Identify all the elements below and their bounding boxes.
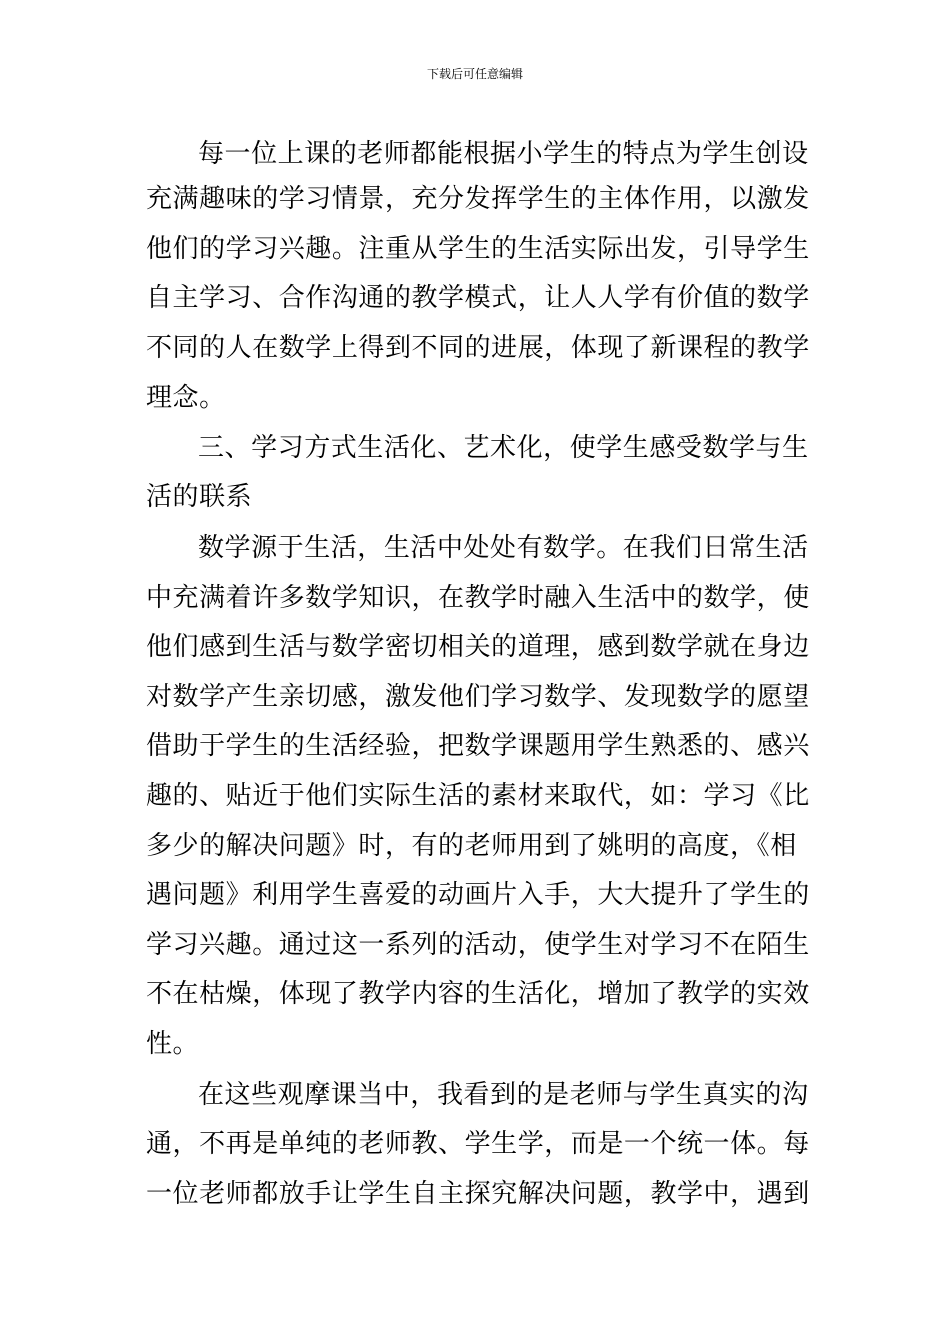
section-heading-line: 三、学习方式生活化、艺术化，使学生感受数学与生 — [198, 433, 809, 463]
section-heading-line: 活的联系 — [146, 482, 253, 512]
text-line: 中充满着许多数学知识，在教学时融入生活中的数学，使 — [146, 583, 810, 613]
text-line: 不在枯燥，体现了教学内容的生活化，增加了教学的实效 — [146, 979, 810, 1009]
text-line: 他们感到生活与数学密切相关的道理，感到数学就在身边 — [146, 632, 810, 662]
text-line: 通，不再是单纯的老师教、学生学，而是一个统一体。每 — [146, 1129, 810, 1159]
text-line: 趣的、贴近于他们实际生活的素材来取代，如：学习《比 — [146, 781, 810, 811]
text-line: 充满趣味的学习情景，充分发挥学生的主体作用，以激发 — [146, 184, 810, 214]
text-line: 多少的解决问题》时，有的老师用到了姚明的高度，《相 — [146, 831, 797, 861]
text-line: 对数学产生亲切感，激发他们学习数学、发现数学的愿望 — [146, 682, 810, 712]
text-line: 学习兴趣。通过这一系列的活动，使学生对学习不在陌生 — [146, 930, 810, 960]
text-line: 数学源于生活，生活中处处有数学。在我们日常生活 — [198, 533, 809, 563]
text-line: 他们的学习兴趣。注重从学生的生活实际出发，引导学生 — [146, 234, 810, 264]
text-line: 借助于学生的生活经验，把数学课题用学生熟悉的、感兴 — [146, 731, 810, 761]
text-line: 遇问题》利用学生喜爱的动画片入手，大大提升了学生的 — [146, 880, 810, 910]
text-line: 一位老师都放手让学生自主探究解决问题，教学中，遇到 — [146, 1179, 810, 1209]
text-line: 性。 — [146, 1029, 200, 1059]
text-line: 每一位上课的老师都能根据小学生的特点为学生创设 — [198, 139, 809, 169]
text-line: 在这些观摩课当中，我看到的是老师与学生真实的沟 — [198, 1080, 809, 1110]
text-line: 不同的人在数学上得到不同的进展，体现了新课程的教学 — [146, 333, 810, 363]
page-header-note: 下载后可任意编辑 — [426, 67, 523, 81]
text-line: 理念。 — [146, 383, 226, 413]
text-line: 自主学习、合作沟通的教学模式，让人人学有价值的数学 — [146, 283, 810, 313]
